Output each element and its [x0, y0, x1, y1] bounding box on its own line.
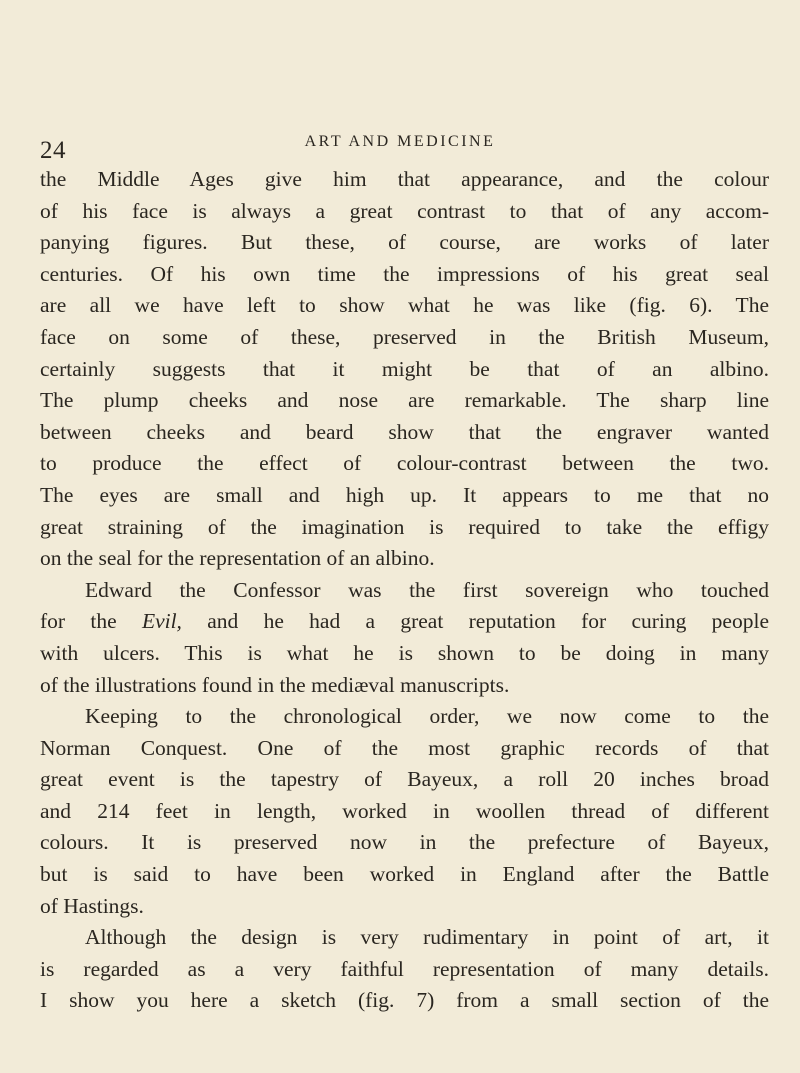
- text-line: [40, 606, 769, 638]
- text-line: on the seal for the representation of an albino.: [40, 546, 435, 571]
- text-line: certainly suggests that it might be that of an albino.: [40, 356, 769, 381]
- text-line: of Hastings.: [40, 893, 144, 918]
- italic-word: Evil,: [141, 609, 182, 634]
- page-number: 24: [40, 137, 66, 164]
- text-line: Edward the Confessor was the first sovereign who touched: [85, 577, 769, 602]
- text-line: is regarded as a very faithful representation of many details.: [40, 956, 769, 981]
- text-line: of his face is always a great contrast to that of any accom-: [40, 198, 769, 223]
- text-line: The eyes are small and high up. It appears to me that no: [40, 482, 769, 507]
- text-line: between cheeks and beard show that the engraver wanted: [40, 419, 769, 444]
- text-line: but is said to have been worked in England after the Battle: [40, 862, 769, 887]
- text-line: are all we have left to show what he was like (fig. 6). The: [40, 293, 769, 318]
- text-line: Norman Conquest. One of the most graphic records of that: [40, 735, 769, 760]
- text-line: with ulcers. This is what he is shown to be doing in many: [40, 640, 769, 665]
- text-line: the Middle Ages give him that appearance, and the colour: [40, 167, 769, 191]
- text-line: great event is the tapestry of Bayeux, a roll 20 inches broad: [40, 767, 769, 792]
- text-line: Although the design is very rudimentary in point of art, it: [85, 925, 769, 950]
- text-line: face on some of these, preserved in the British Museum,: [40, 324, 769, 349]
- text-line: The plump cheeks and nose are remarkable. The sharp line: [40, 388, 769, 413]
- text-line: great straining of the imagination is required to take the effigy: [40, 514, 769, 539]
- text-line: and 214 feet in length, worked in woollen thread of different: [40, 798, 769, 823]
- body-text: [40, 164, 769, 1017]
- text-line: panying figures. But these, of course, are works of later: [40, 230, 769, 255]
- text-line: of the illustrations found in the mediæval manuscripts.: [40, 672, 510, 697]
- text-line: to produce the effect of colour-contrast between the two.: [40, 451, 769, 476]
- running-head: ART AND MEDICINE: [304, 133, 496, 150]
- text-line: Keeping to the chronological order, we now come to the: [85, 704, 769, 729]
- text-segment: for the: [40, 609, 142, 634]
- text-line: I show you here a sketch (fig. 7) from a small section of the: [40, 988, 769, 1013]
- text-line: centuries. Of his own time the impressions of his great seal: [40, 261, 769, 286]
- text-line: colours. It is preserved now in the prefecture of Bayeux,: [40, 830, 769, 855]
- text-segment: and he had a great reputation for curing people: [181, 609, 769, 634]
